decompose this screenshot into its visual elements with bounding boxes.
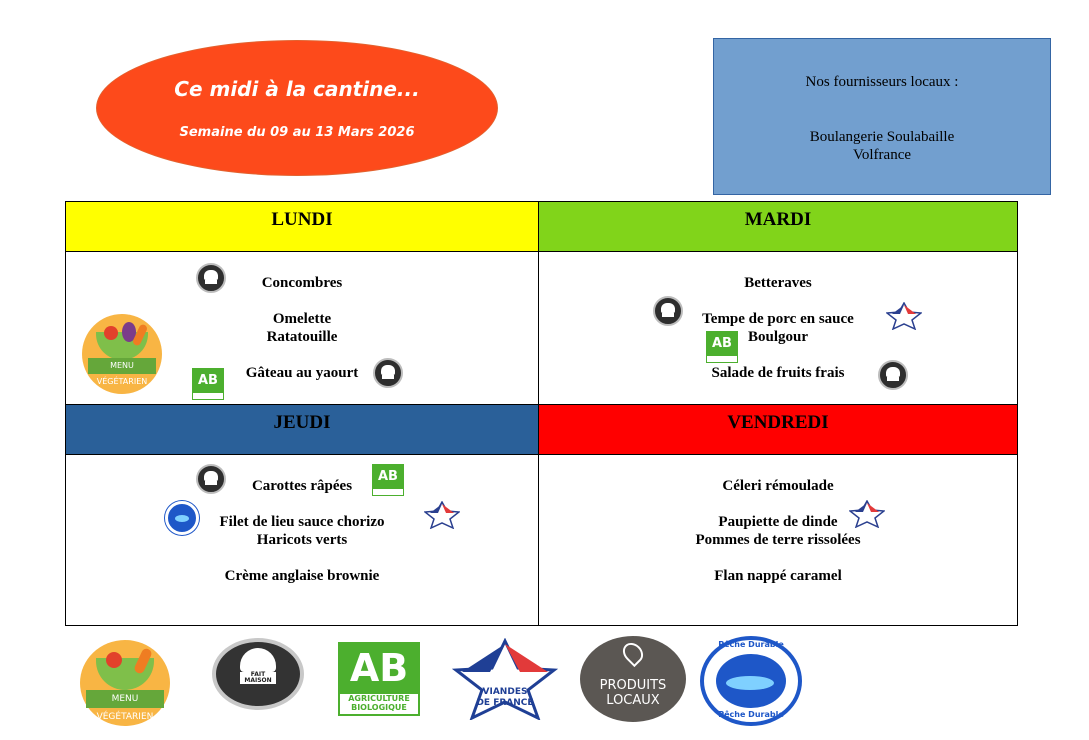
week-subtitle: Semaine du 09 au 13 Mars 2026	[179, 125, 415, 140]
viandes-de-france-icon	[886, 302, 922, 330]
agriculture-biologique-icon: AB	[373, 465, 403, 495]
day-header-jeudi: JEUDI	[66, 405, 538, 454]
dish-dessert: Flan nappé caramel	[714, 568, 842, 584]
suppliers-box	[713, 38, 1051, 195]
day-menu-vendredi	[539, 405, 1017, 625]
peche-durable-icon	[165, 501, 199, 535]
agriculture-biologique-icon: AB	[707, 332, 737, 362]
chef-hat-icon	[196, 263, 226, 293]
day-menu-mardi	[539, 202, 1017, 402]
dish-starter: Concombres	[261, 275, 343, 291]
menu-grid	[65, 201, 1018, 626]
dish-main: Filet de lieu sauce chorizo	[219, 514, 385, 530]
dish-side: Pommes de terre rissolées	[695, 532, 861, 548]
chef-hat-icon: FAIT MAISON	[212, 638, 304, 710]
dish-side: Ratatouille	[266, 329, 338, 345]
supplier-item: Boulangerie Soulabaille	[809, 129, 955, 145]
dish-dessert: Salade de fruits frais	[711, 365, 845, 381]
viandes-de-france-icon	[452, 638, 558, 720]
suppliers-heading: Nos fournisseurs locaux :	[805, 74, 959, 90]
chef-hat-icon	[196, 464, 226, 494]
supplier-item: Volfrance	[852, 147, 912, 163]
dish-main: Omelette	[272, 311, 332, 327]
day-header-mardi: MARDI	[539, 202, 1017, 251]
dish-starter: Betteraves	[744, 275, 812, 291]
dish-main: Paupiette de dinde	[718, 514, 838, 530]
dish-starter: Céleri rémoulade	[722, 478, 834, 494]
svg-text:DE FRANCE: DE FRANCE	[476, 698, 534, 708]
viandes-de-france-icon	[424, 501, 460, 529]
menu-vegetarien-icon: MENU VÉGÉTARIEN	[82, 314, 162, 394]
page-title: Ce midi à la cantine...	[174, 77, 420, 101]
day-menu-jeudi	[66, 405, 538, 625]
peche-durable-icon: Pêche Durable Pêche Durable	[700, 636, 802, 726]
chef-hat-icon	[373, 358, 403, 388]
dish-main: Tempe de porc en sauce	[702, 311, 854, 327]
chef-hat-icon	[878, 360, 908, 390]
dish-dessert: Crème anglaise brownie	[224, 568, 380, 584]
produits-locaux-icon: PRODUITS LOCAUX	[580, 636, 686, 722]
dish-dessert: Gâteau au yaourt	[245, 365, 359, 381]
dish-side: Haricots verts	[256, 532, 348, 548]
menu-vegetarien-icon: MENU VÉGÉTARIEN	[80, 640, 170, 726]
agriculture-biologique-icon: AB	[193, 369, 223, 399]
suppliers-list	[714, 128, 1050, 164]
svg-text:VIANDES: VIANDES	[482, 687, 528, 697]
dish-side: Boulgour	[747, 329, 808, 345]
agriculture-biologique-icon: AB AGRICULTURE BIOLOGIQUE	[338, 642, 420, 716]
dish-starter: Carottes râpées	[251, 478, 353, 494]
viandes-de-france-icon	[849, 500, 885, 528]
title-banner	[96, 40, 498, 176]
day-header-vendredi: VENDREDI	[539, 405, 1017, 454]
chef-hat-icon	[653, 296, 683, 326]
day-header-lundi: LUNDI	[66, 202, 538, 251]
